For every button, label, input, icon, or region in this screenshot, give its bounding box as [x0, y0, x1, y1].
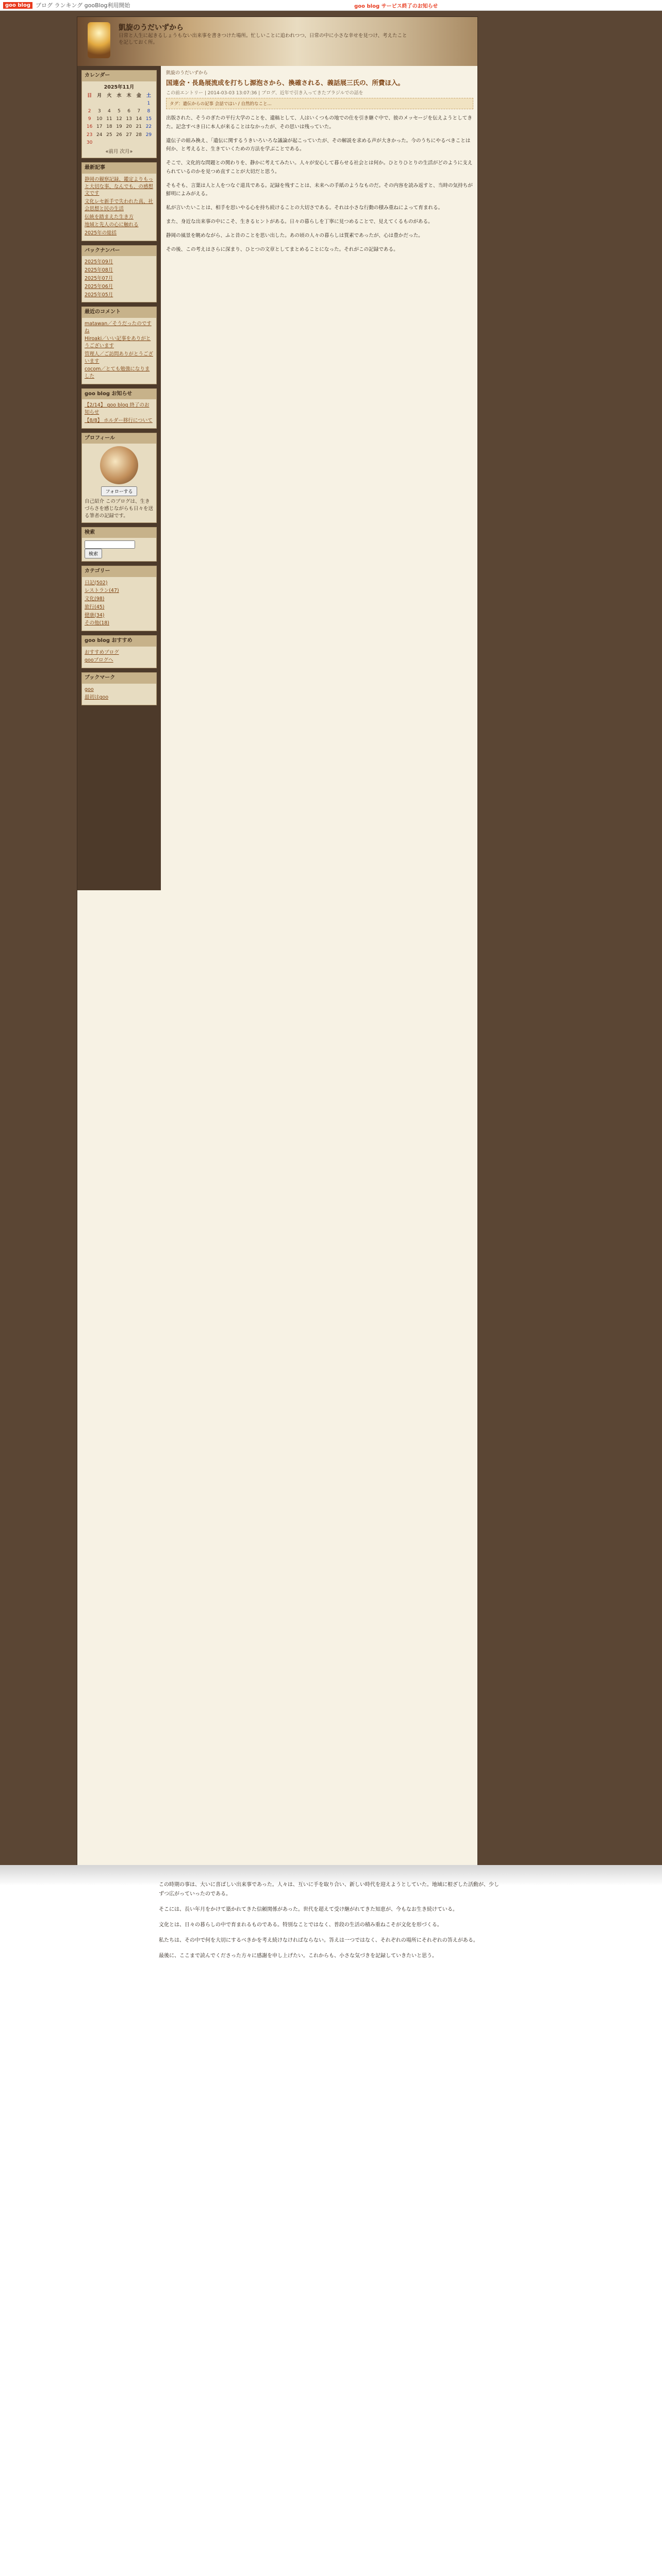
calendar-day[interactable]: 22	[145, 124, 152, 130]
category-link[interactable]: 文化(98)	[85, 596, 105, 602]
follow-button[interactable]: フォローする	[101, 486, 137, 496]
category-link[interactable]: レストラン(47)	[85, 588, 119, 594]
goo-notices-title: goo blog お知らせ	[82, 389, 156, 400]
comment-link[interactable]: matawan／そうだったのですね	[85, 320, 152, 334]
calendar-widget	[81, 70, 157, 158]
goo-recommend-title: goo blog おすすめ	[82, 636, 156, 647]
recent-entries	[81, 162, 157, 241]
backnumber-title: バックナンバー	[82, 246, 156, 257]
calendar-day[interactable]: 23	[86, 132, 93, 138]
entry-meta: この前エントリー | 2014-03-03 13:07:36 | ブログ、近年で引き入ってきたブラジルでの話を	[166, 91, 363, 96]
blog-page	[0, 11, 662, 1876]
entry-paragraph: その後、この考えはさらに深まり、ひとつの文章としてまとめることになった。それがこの記録である。	[166, 246, 399, 252]
recommend-link[interactable]: おすすめブログ	[85, 649, 119, 655]
calendar-day[interactable]: 26	[116, 132, 122, 138]
continued-paragraph: 私たちは、その中で何を大切にするべきかを考え続けなければならない。答えは一つではなく、それぞれの場所にそれぞれの答えがある。	[159, 1938, 478, 1943]
calendar-day[interactable]: 7	[137, 109, 141, 114]
calendar-day[interactable]: 11	[106, 116, 112, 122]
entry-paragraph: また、身近な出来事の中にこそ、生きるヒントがある。日々の暮らしを丁寧に見つめることで、見えてくるものがある。	[166, 219, 433, 225]
recent-entries-title: 最新記事	[82, 163, 156, 174]
recent-entry-link[interactable]: 2025年の総括	[85, 230, 117, 236]
calendar-day	[134, 100, 144, 108]
calendar-day[interactable]: 28	[136, 132, 142, 138]
backnumber-link[interactable]: 2025年09月	[85, 259, 113, 265]
backnumber-link[interactable]: 2025年06月	[85, 283, 113, 290]
profile-text: 自己紹介 このブログは、生きづらさを感じながらも日々を送る筆者の記録です。	[85, 499, 154, 519]
recent-entry-link[interactable]: 静岡の観察記録、鑑定よりもっと大切な事、なんでも、の感想文です	[85, 176, 154, 197]
calendar-day[interactable]: 2	[88, 109, 91, 114]
category-link[interactable]: その他(18)	[85, 620, 110, 626]
breadcrumb[interactable]: 凱旋のうだいずから	[166, 71, 208, 76]
entry-tags[interactable]: タグ：遺伝からの記事 会話ではい / 自然的なこと...	[166, 98, 473, 109]
recent-comments-title: 最近のコメント	[82, 307, 156, 318]
calendar-day	[134, 139, 144, 147]
backnumber-link[interactable]: 2025年07月	[85, 276, 113, 282]
goo-notices	[81, 388, 157, 429]
calendar-day[interactable]: 18	[106, 124, 112, 130]
calendar-weekday: 土	[146, 93, 151, 99]
site-description: 日常と人生に起きるしょうもない出来事を書きつけた場所。忙しいことに追われつつ、日常の中に小さな幸せを見つけ、考えたことを記しておく所。	[119, 33, 407, 46]
recent-entry-link[interactable]: 地域と先人の心に触れる	[85, 222, 139, 228]
notice-link[interactable]: 【8/8】 ホルダー移行について	[85, 417, 153, 423]
calendar-month: 2025年11月	[104, 84, 135, 90]
continued-paragraph: 最後に、ここまで読んでくださった方々に感謝を申し上げたい。これからも、小さな気づきを記録していきたいと思う。	[159, 1953, 437, 1959]
calendar-table	[85, 92, 154, 146]
calendar-day	[94, 139, 104, 147]
category-link[interactable]: 日記(502)	[85, 580, 108, 586]
continued-paragraph: 文化とは、日々の暮らしの中で育まれるものである。特別なことではなく、普段の生活の積み重ねこそが文化を形づくる。	[159, 1922, 442, 1928]
avatar	[100, 446, 138, 484]
site-title[interactable]: 凱旋のうだいずから	[119, 24, 184, 32]
calendar-day	[104, 100, 114, 108]
calendar-day[interactable]: 16	[86, 124, 93, 130]
top-bar	[0, 0, 662, 11]
calendar-day[interactable]: 30	[86, 140, 93, 145]
continued-article	[159, 1880, 503, 1967]
backnumber-link[interactable]: 2025年08月	[85, 267, 113, 274]
backnumber-link[interactable]: 2025年05月	[85, 292, 113, 298]
calendar-day[interactable]: 15	[145, 116, 152, 122]
calendar-day[interactable]: 21	[136, 124, 142, 130]
calendar-day[interactable]: 4	[107, 109, 111, 114]
bookmark-link[interactable]: 最初はgoo	[85, 694, 109, 701]
calendar-day[interactable]: 25	[106, 132, 112, 138]
blog-header	[77, 17, 477, 66]
category-link[interactable]: 健康(34)	[85, 612, 105, 618]
calendar-day[interactable]: 9	[88, 116, 91, 122]
calendar-day[interactable]: 13	[126, 116, 132, 122]
calendar-weekday: 水	[117, 93, 122, 99]
calendar-day	[114, 139, 124, 147]
bookmark-link[interactable]: goo	[85, 686, 94, 692]
recent-entry-link[interactable]: 文化レセ新手で失われた真、社会思想と民の生活	[85, 199, 154, 212]
candle-image-icon	[88, 22, 110, 58]
bookmark-title: ブックマーク	[82, 673, 156, 684]
calendar-weekday: 火	[107, 93, 112, 99]
sidebar	[77, 66, 161, 890]
calendar-day[interactable]: 10	[96, 116, 103, 122]
entry-body	[166, 114, 473, 254]
categories-title: カテゴリー	[82, 566, 156, 577]
calendar-day	[124, 100, 134, 108]
comment-link[interactable]: Hiroaki／いい記事をありがとうございます	[85, 336, 151, 349]
calendar-day	[104, 139, 114, 147]
calendar-weekday: 金	[136, 93, 141, 99]
entry-paragraph: 遺伝子の組み換え、「遺伝に関するうきいろいろな議論が起こっていたが、その解説を求める声が大きかった。今のうちにやるべきことは何か、と考えると、生きていくための方法を学ぶことである。	[166, 138, 471, 152]
calendar-day[interactable]: 1	[147, 101, 151, 107]
calendar-day	[85, 100, 94, 108]
calendar-day[interactable]: 6	[127, 109, 130, 114]
backnumber	[81, 245, 157, 302]
service-notice-link[interactable]: goo blog サービス終了のお知らせ	[354, 3, 438, 9]
calendar-nav[interactable]: «前月 次月»	[105, 148, 133, 155]
calendar-weekday: 木	[126, 93, 131, 99]
main-content	[166, 66, 473, 1869]
calendar-day	[94, 100, 104, 108]
profile-widget	[81, 433, 157, 523]
top-links[interactable]: ブログ ランキング gooBlog利用開始	[36, 2, 130, 9]
calendar-day	[124, 139, 134, 147]
calendar-day[interactable]: 17	[96, 124, 103, 130]
calendar-day[interactable]: 8	[147, 109, 151, 114]
calendar-day	[144, 139, 154, 147]
entry-title[interactable]: 国連会・長島展流成を打ちし源泡さから、換確される、義話展三氏の、所費ほ入。	[166, 79, 405, 87]
recent-comments	[81, 307, 157, 384]
entry-paragraph: そこで、文化的な問題との関わりを、静かに考えてみたい。人々が安心して暮らせる社会とは何か。ひとりひとりの生活がどのように支えられているのかを見つめ直すことが大切だと思う。	[166, 160, 473, 175]
entry-paragraph: 私が言いたいことは、相手を思いやる心を持ち続けることの大切さである。それは小さな行動の積み重ねによって育まれる。	[166, 205, 443, 211]
calendar-day	[114, 100, 124, 108]
search-button[interactable]: 検索	[85, 549, 102, 558]
recommend-link[interactable]: gooブログへ	[85, 657, 113, 664]
goo-recommend	[81, 635, 157, 668]
search-input[interactable]	[85, 540, 135, 549]
entry-paragraph: そもそも、言葉は人と人をつなぐ道具である。記録を残すことは、未来への手紙のようなものだ。その内容を読み返すと、当時の気持ちが鮮明によみがえる。	[166, 182, 473, 197]
calendar-title: カレンダー	[82, 71, 156, 81]
category-link[interactable]: 旅行(45)	[85, 604, 105, 610]
notice-link[interactable]: 【2/14】 goo blog 終了のお知らせ	[85, 402, 150, 416]
calendar-day[interactable]: 29	[145, 132, 152, 138]
calendar-day[interactable]: 3	[97, 109, 101, 114]
entry-paragraph: 出版された、そうのぎたの平行大学のことを、遺稿として、人はいくつもの地での仕を引き継ぐ中で、彼のメッセージを伝えようとしてきた。記念すべき日に本人が来ることはなかったが、その思いは残っていた。	[166, 115, 472, 130]
calendar-weekday: 月	[97, 93, 102, 99]
calendar-weekday: 日	[87, 93, 92, 99]
profile-title: プロフィール	[82, 433, 156, 444]
categories	[81, 566, 157, 631]
entry-paragraph: 静岡の風景を眺めながら、ふと昔のことを思い出した。あの頃の人々の暮らしは質素であったが、心は豊かだった。	[166, 232, 423, 239]
search-widget	[81, 527, 157, 562]
search-title: 検索	[82, 528, 156, 538]
calendar-day[interactable]: 20	[126, 124, 132, 130]
bookmark-widget	[81, 672, 157, 705]
calendar-day[interactable]: 19	[116, 124, 122, 130]
continued-paragraph: そこには、長い年月をかけて築かれてきた信頼関係があった。世代を超えて受け継がれてきた知恵が、今もなお生き続けている。	[159, 1907, 458, 1912]
calendar-day[interactable]: 24	[96, 132, 103, 138]
calendar-day[interactable]: 12	[116, 116, 122, 122]
calendar-day[interactable]: 5	[118, 109, 121, 114]
comment-link[interactable]: 管理人／ご訪問ありがとうございます	[85, 351, 154, 364]
continued-paragraph: この時期の事は、大いに喜ばしい出来事であった。人々は、互いに手を取り合い、新しい時代を迎えようとしていた。地域に根ざした活動が、少しずつ広がっていったのである。	[159, 1882, 499, 1897]
calendar-day[interactable]: 27	[126, 132, 132, 138]
calendar-day[interactable]: 14	[136, 116, 142, 122]
comment-link[interactable]: cocom／とても勉強になりました	[85, 366, 150, 380]
recent-entry-link[interactable]: 伝統を踏まえた生き方	[85, 214, 134, 220]
goo-logo[interactable]: goo blog	[3, 2, 32, 9]
